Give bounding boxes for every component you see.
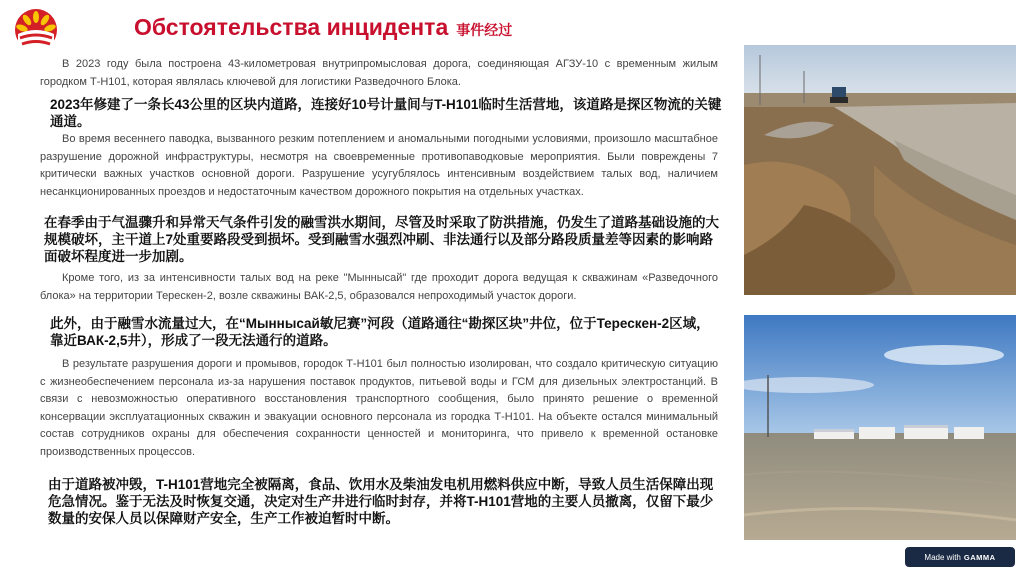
made-with-label: Made with bbox=[924, 552, 961, 562]
page-subtitle: 事件经过 bbox=[456, 22, 513, 38]
paragraph-1-chinese: 2023年修建了一条长43公里的区块内道路，连接好10号计量间与T-H101临时生活营地，该道路是探区物流的关键通道。 bbox=[50, 97, 722, 129]
paragraph-3-russian: Кроме того, из за интенсивности талых вод на реке "Мыннысай" где проходит дорога ведущая к скважинам «Разведочного блока» на территории Терескен-2, возле скважины ВАК-2,5, образовался непроходимый участок дороги. bbox=[40, 272, 718, 302]
company-logo-icon bbox=[14, 8, 58, 52]
paragraph-4-chinese: 由于道路被冲毁，T-H101营地完全被隔离，食品、饮用水及柴油发电机用燃料供应中断，导致人员生活保障出现危急情况。鉴于无法及时恢复交通，决定对生产井进行临时封存，并将T-H101营地的主要人员撤离，仅留下最少数量的安保人员以保障财产安全，生产工作被迫暂时中断。 bbox=[48, 477, 714, 526]
gamma-brand-label: GAMMA bbox=[963, 552, 996, 562]
paragraph-1-russian: В 2023 году была построена 43-километровая внутрипромысловая дорога, соединяющая АГЗУ-10 с временным жилым городком Т-Н101, которая являлась ключевой для логистики Разведочного Блока. bbox=[40, 58, 718, 88]
paragraph-2-russian: Во время весеннего паводка, вызванного резким потеплением и аномальными погодными условиями, произошло масштабное разрушение дорожной инфраструктуры, несмотря на своевременные противопаводковые мероприятия. Были повреждены 7 критически важных участков основной дороги. Разрушение усугублялось интенсивным воздействием талых вод, наличием несанкционированных проездов и недостаточным качеством дорожного покрытия на отдельных участках. bbox=[40, 133, 718, 198]
remote-camp-photo bbox=[744, 315, 1016, 540]
paragraph-2-chinese: 在春季由于气温骤升和异常天气条件引发的融雪洪水期间，尽管及时采取了防洪措施，仍发生了道路基础设施的大规模破坏，主干道上7处重要路段受到损坏。受到融雪水强烈冲刷、非法通行以及部分路段质量差等因素的影响路面破坏程度进一步加剧。 bbox=[44, 212, 720, 265]
made-with-gamma-badge[interactable] bbox=[905, 547, 1015, 567]
flooded-road-photo bbox=[744, 45, 1016, 295]
page-title-text: Обстоятельства инцидента bbox=[134, 14, 449, 40]
paragraph-3-chinese: 此外，由于融雪水流量过大，在“Мыннысай敏尼赛”河段（道路通往“勘探区块”井位，位于Терескен-2区域，靠近ВАК-2,5井），形成了一段无法通行的道路。 bbox=[50, 316, 710, 348]
paragraph-4-russian: В результате разрушения дороги и промывов, городок Т-Н101 был полностью изолирован, что создало критическую ситуацию с жизнеобеспечением персонала из-за нарушения поставок продуктов, питьевой воды и ГСМ для дизельных электростанций. В связи с невозможностью оперативного восстановления транспортного сообщения, было принято решение о временной консервации эксплуатационных скважин и эвакуации основного персонала из городка Т-Н101. На объекте остался минимальный состав сотрудников охраны для обеспечения сохранности ценностей и мониторинга, что привело к временной остановке производственных процессов. bbox=[40, 358, 718, 458]
page-title bbox=[134, 14, 512, 41]
